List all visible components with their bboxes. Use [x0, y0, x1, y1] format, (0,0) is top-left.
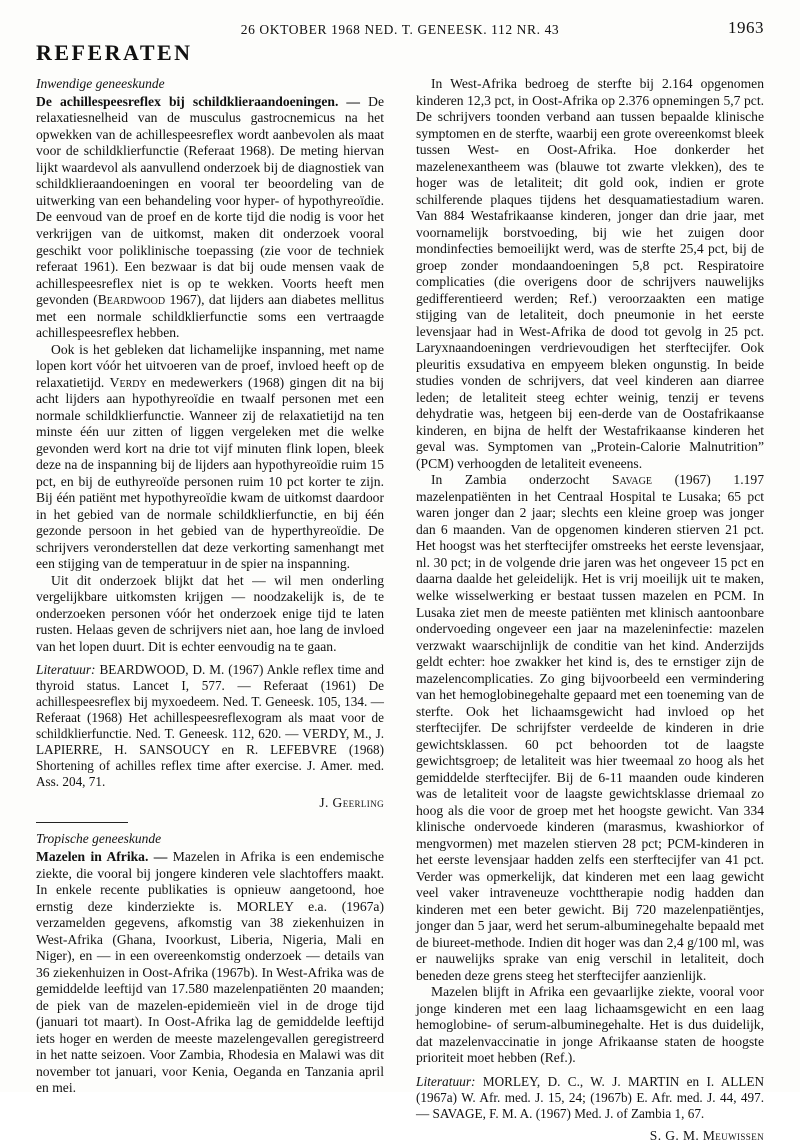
citation-savage: Savage [612, 472, 652, 488]
article-1-title: De achillespeesreflex bij schildklieraandoeningen. — [36, 93, 361, 109]
article-2-signature: S. G. M. Meuwissen [649, 1127, 764, 1143]
article-2-body [36, 849, 384, 1097]
article-2-title: Mazelen in Afrika. — [36, 849, 168, 865]
article-2-paragraph-2: In West-Afrika bedroeg de sterfte bij 2.164 opgenomen kinderen 12,3 pct, in Oost-Afrika op 2.376 opnemingen 5,7 pct. De schrijvers toonden verband aan tussen bepaalde klinische symptomen en de sterfte, waarbij een grote overeenkomst bleek tussen West- en Oost-Afrika. Hoe donkerder het mazelenexantheem was (blauwe tot zwarte vlekken), des te hoger was de letaliteit; dit gold ook, indien er grote schilferende plaques tijdens het desquamatiestadium waren. Van 884 Westafrikaanse kinderen, jonger dan drie jaar, met voornamelijk borstvoeding, bij wie het zuigen door mondinfecties bemoeilijkt werd, was de sterfte 25,4 pct, bij de groep zonder mondaandoeningen 5,8 pct. Respiratoire complicaties (die overigens door de schrijvers nauwelijks gedifferentieerd werden; Ref.) veroorzaakten een matige stijging van de letaliteit, doch pneumonie in het eerste levensjaar had in West-Afrika de dood tot gevolg in 25 pct. Laryxnaandoeningen verdrievoudigen het sterftecijfer. Ook pleuritis exsudativa en empyeem bleken ongunstig. In beide studies vonden de schrijvers, dat veel kinderen aan diarree leden; de letaliteit steeg echter weinig, tenzij er tevens dehydratie was, hetgeen bij een-derde van de Oostafrikaanse kinderen, en bijna de helft der Westafrikaanse kinderen het geval was. Symptomen van „Protein-Calorie Malnutrition” (PCM) verhoogden de letaliteit eveneens. [416, 76, 764, 471]
page-number: 1963 [728, 18, 764, 37]
article-1-paragraph-2 [36, 342, 384, 573]
section-divider [36, 822, 128, 823]
running-head: 26 OKTOBER 1968 NED. T. GENEESK. 112 NR. 43 [240, 22, 560, 37]
article-1-text-1-tail: 1967), dat lijders aan diabetes mellitus met een normale schildklierfunctie soms een vertraagde achillespeesreflex hebben. [36, 292, 385, 341]
article-1-text-2b: en medewerkers (1968) gingen dit na bij acht lijders aan hypothyreoïdie en twaalf personen met een normale schildklierfunctie. Wanneer zij de relaxatietijd na ten minste één uur zitten of liggen vergeleken met die welke gevonden werd kort na drie tot vijf minuten flink lopen, bleek deze na de inspanning bij de lijders aan hypothyreoïdie ruim 15 pct, en bij de euthyreoïde personen ruim 10 pct korter te zijn. Bij één patiënt met hypothyreoïdie kwam de uitkomst daardoor in het gebied van de normale schildklierfunctie, en bij één gezonde persoon in het gebied van de hyperthyreoïdie. De schrijvers veronderstellen dat deze verkorting samenhangt met een stijging van de temperatuur in de spier na inspanning. [36, 374, 384, 572]
article-1-literature [36, 662, 384, 789]
page-title: REFERATEN [36, 40, 193, 65]
article-1-text-1: De relaxatiesnelheid van de musculus gastrocnemicus na het opwekken van de achillespeesreflex wordt aanbevolen als maat voor de schildklierfunctie (Referaat 1968). De meting hiervan lijkt waardevol als aanvullend onderzoek bij de diagnostiek van schildklieraandoeningen en vooral ter beoordeling van de uitwerking van een behandeling voor hyper- of hypothyreoïdie. De eenvoud van de proef en de korte tijd die nodig is voor het verkrijgen van de uitkomst, maken dit onderzoek vooral geschikt voor poliklinische toepassing (zie voor de techniek referaat 1961). Een bezwaar is dat bij oude mensen vaak de achillespeesreflex niet is op te wekken. Voorts heeft men gevonden ( [36, 93, 384, 308]
section-label-tropische: Tropische geneeskunde [36, 831, 162, 847]
article-1-body [36, 94, 384, 342]
right-column [416, 76, 765, 1143]
citation-beardwood: Beardwood [97, 292, 166, 308]
literature-label-1: Literatuur: [36, 662, 96, 678]
spacer [36, 655, 384, 662]
article-1-paragraph-3: Uit dit onderzoek blijkt dat het — wil men onderling vergelijkbare uitkomsten krijgen — noodzakelijk is, de te onderzoeken personen vóór het onderzoek enige tijd te laten rusten. Helaas geven de schrijvers niet aan, hoe lang de invloed van het lopen duurt. Dit is echter eenvoudig na te gaan. [36, 572, 384, 654]
left-column [36, 76, 385, 1096]
literature-text-1: BEARDWOOD, D. M. (1967) Ankle reflex time and thyroid status. Lancet I, 577. — Referaat (1961) De achillespeesreflex bij myxoedeem. Ned. T. Geneesk. 105, 134. — Referaat (1968) Het achillespeesreflexogram als maat voor de schildklierfunctie. Ned. T. Geneesk. 112, 620. — VERDY, M., J. LAPIERRE, H. SANSOUCY en R. LEFEBVRE (1968) Shortening of achilles reflex time after exercise. J. Amer. med. Ass. 204, 71. [36, 662, 384, 789]
article-1-signature: J. Geerling [319, 795, 384, 811]
section-label-inwendige: Inwendige geneeskunde [36, 76, 165, 91]
article-2-text-1: Mazelen in Afrika is een endemische ziekte, die vooral bij jongere kinderen vele slachtoffers maakt. In enkele recente publikaties is opnieuw aangetoond, hoe ernstig deze kinderziekte is. MORLEY e.a. (1967a) verzamelden gegevens, afkomstig van 38 ziekenhuizen in West-Afrika (Ghana, Ivoorkust, Liberia, Nigeria, Mali en Niger), en — in een overeenkomstig onderzoek — details van 36 ziekenhuizen in Oost-Afrika (1967b). In West-Afrika was de gemiddelde leeftijd van 17.580 mazelenpatiënten 20 maanden; de piek van de mazelen-epidemieën viel in de droge tijd (januari tot maart). In Oost-Afrika lag de gemiddelde leeftijd iets hoger en werden de meeste mazelengevallen geregistreerd in het natte seizoen. Voor Zambia, Rhodesia en Malawi was dit november tot januari, voor Kenia, Oeganda en Tanzania april en mei. [36, 849, 384, 1096]
literature-text-2: MORLEY, D. C., W. J. MARTIN en I. ALLEN (1967a) W. Afr. med. J. 15, 24; (1967b) E. Afr. med. J. 44, 497. — SAVAGE, F. M. A. (1967) Med. J. of Zambia 1, 67. [416, 1073, 765, 1121]
article-2-text-2a: In Zambia onderzocht [431, 472, 612, 488]
two-column-body [36, 76, 765, 1143]
article-2-paragraph-4: Mazelen blijft in Afrika een gevaarlijke ziekte, vooral voor jonge kinderen met een laag lichaamsgewicht en een laag hemoglobine- of serum-albuminegehalte. Het is dus duidelijk, dat mazelenvaccinatie in jonge Afrikaanse staten de hoogste prioriteit moet hebben (Ref.). [416, 984, 764, 1066]
article-2-paragraph-3 [416, 472, 764, 984]
article-2-literature [416, 1074, 764, 1122]
article-1-text-2a: Ook is het gebleken dat lichamelijke inspanning, met name lopen kort vóór het uitvoeren van de proef, invloed heeft op de relaxatietijd. [36, 341, 384, 390]
citation-verdy: Verdy [109, 374, 147, 390]
article-2-text-2b: (1967) 1.197 mazelenpatiënten in het Centraal Hospital te Lusaka; 65 pct waren jonger dan 2 jaar; slechts een kleine groep was jonger dan 6 maanden. Van de opgenomen kinderen stierven 21 pct. Het hoogst was het sterftecijfer omstreeks het eerste levensjaar, nl. 30 pct; in de volgende drie jaren was het ongeveer 15 pct en daarna daalde het geleidelijk. Het is vrij moeilijk uit te maken, welke wisselwerking er bestaat tussen mazelen en PCM. In Lusaka ziet men de meeste patiënten met klinisch aantoonbare ondervoeding ongeveer een jaar na mazeleninfectie: mazelen verzwakt waarschijnlijk de conditie van het kind. Anderzijds geldt echter: hoe zwakker het kind is, des te ernstiger zijn de mazelencomplicaties. Zo ging bijvoorbeeld een vermindering van het hemoglobinegehalte gepaard met een toeneming van de sterfte. Ook het lichaamsgewicht had invloed op het sterftecijfer. De schrijfster verdeelde de kinderen in drie gewichtsklassen. 60 pct behoorden tot de laagste gewichtsgroep; de letaliteit was hier tweemaal zo hoog als het gemiddelde sterftecijfer. Bij de 6-11 maanden oude kinderen was de letaliteit voor de laagste gewichtsklasse driemaal zo hoog als die voor de groep met het hoogste gewicht. Van 334 klinische ondervoede kinderen (marasmus, kwashiorkor of mengvormen) met mazelen stierven 28 pct; PCM-kinderen in het eerste levensjaar hadden zelfs een sterftecijfer van 41 pct. Verder was opmerkelijk, dat kinderen met een laag gewicht veel vaker intraveneuze vochttherapie nodig hadden dan kinderen met een beter gewicht. Bij 720 mazelenpatiëntjes, jonger dan 5 jaar, werd het serum-albuminegehalte bepaald met de biureet-methode. Indien dit hoger was dan 2,4 g/100 ml, was er nauwelijks sprake van enig verschil in letaliteit, doch beneden deze grens steeg het sterftecijfer aanzienlijk. [416, 472, 764, 983]
literature-label-2: Literatuur: [416, 1073, 476, 1089]
spacer-right [416, 1067, 764, 1074]
